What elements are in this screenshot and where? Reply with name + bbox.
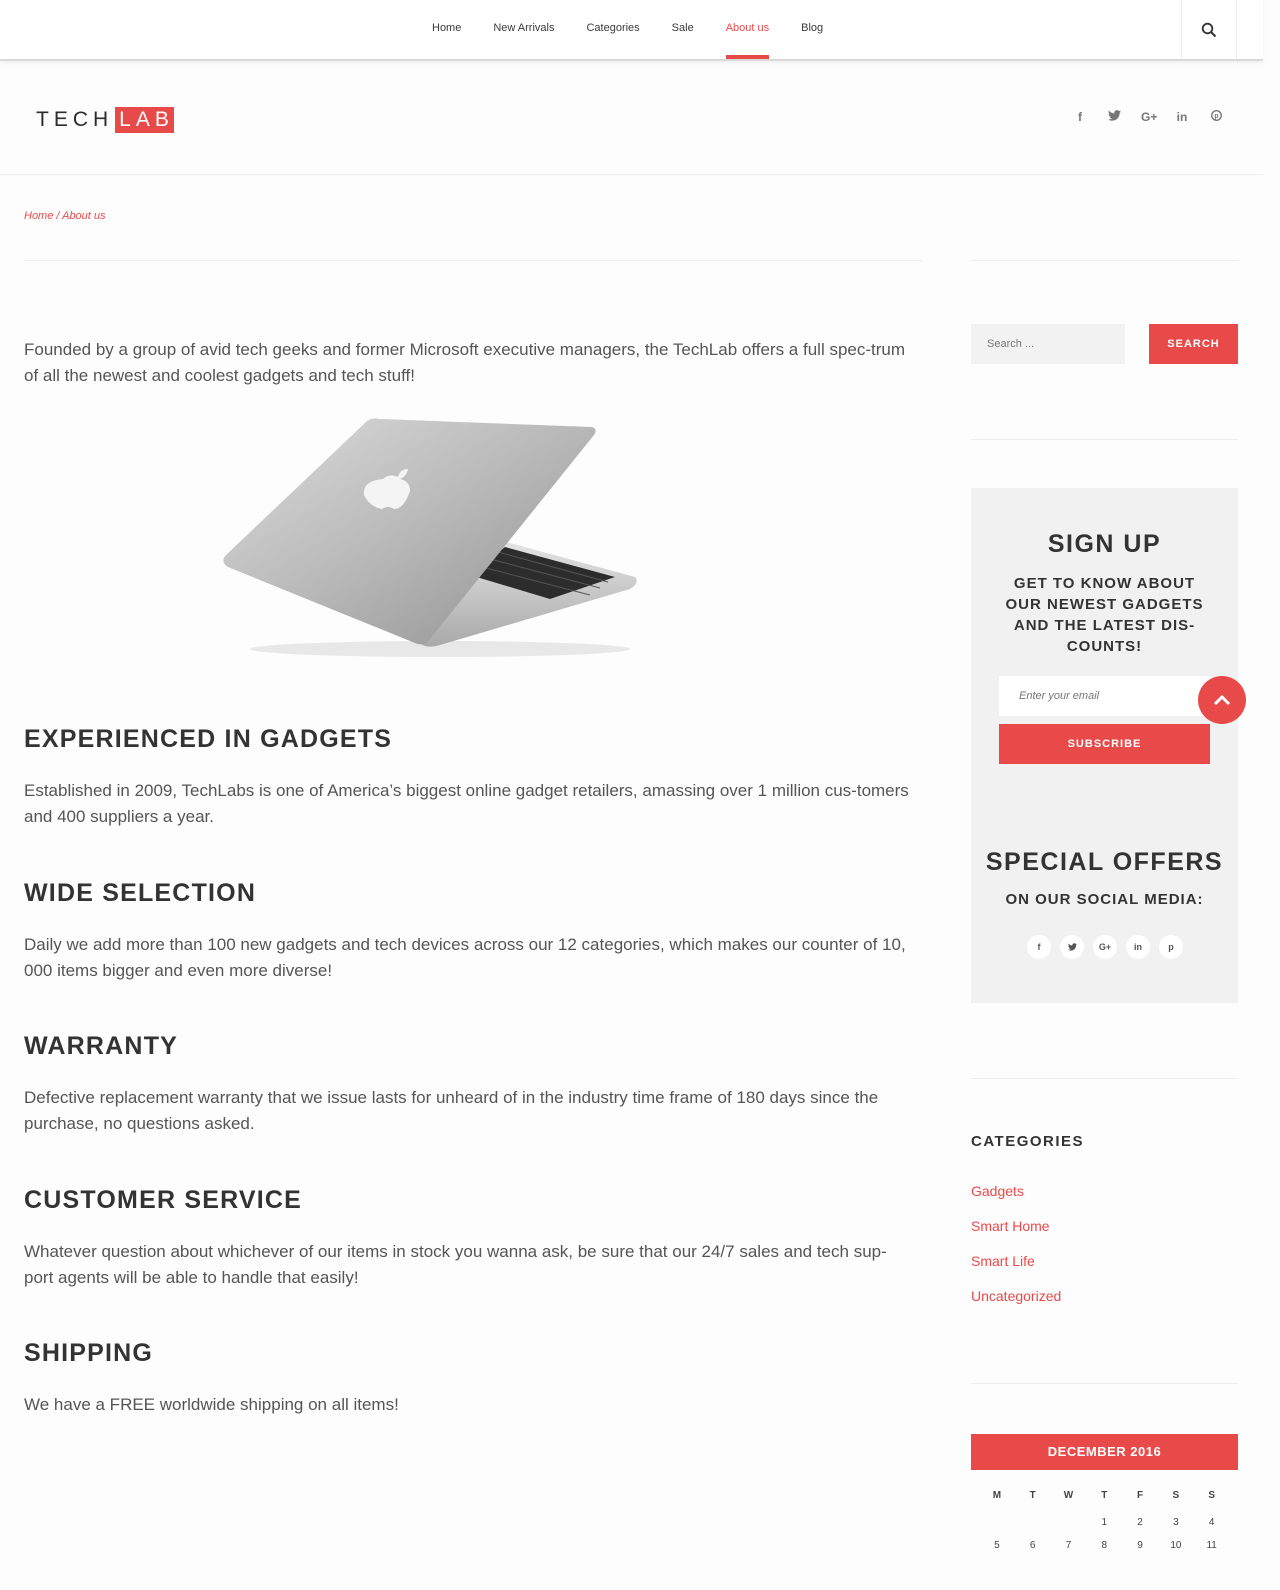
calendar-day[interactable]: 11 <box>1206 1540 1217 1551</box>
sidebar-divider <box>971 1383 1238 1384</box>
twitter-icon[interactable] <box>1060 935 1084 959</box>
category-link-uncategorized[interactable]: Uncategorized <box>971 1288 1062 1304</box>
scroll-to-top-button[interactable] <box>1198 676 1246 724</box>
intro-paragraph: Founded by a group of avid tech geeks and former Microsoft executive managers, the TechLab offers a full spec-trum of all the newest and coolest gadgets and tech stuff! <box>24 340 906 385</box>
section-text: Established in 2009, TechLabs is one of America’s biggest online gadget retailers, amassing over 1 million cus-tomers and 400 suppliers a year. <box>24 781 909 826</box>
site-header <box>0 63 1263 175</box>
linkedin-icon[interactable]: in <box>1126 935 1150 959</box>
nav-item-home[interactable]: Home <box>432 22 462 34</box>
section-title: WIDE SELECTION <box>24 879 257 907</box>
sidebar-search-input[interactable]: Search ... <box>971 324 1125 364</box>
laptop-image <box>220 417 650 667</box>
calendar-day[interactable]: 2 <box>1137 1517 1143 1528</box>
search-icon <box>1201 22 1217 38</box>
calendar-week-row <box>971 1517 1238 1528</box>
subscribe-button[interactable]: SUBSCRIBE <box>999 724 1210 764</box>
section-customer-service <box>24 1186 914 1291</box>
weekday-label: W <box>1063 1490 1074 1501</box>
weekday-label: S <box>1208 1490 1216 1501</box>
section-text: Defective replacement warranty that we issue lasts for unheard of in the industry time frame of 180 days since the purchase, no questions asked. <box>24 1088 879 1133</box>
category-link-smart-life[interactable]: Smart Life <box>971 1253 1035 1269</box>
weekday-label: S <box>1172 1490 1180 1501</box>
logo-part-tech: TECH <box>36 108 114 131</box>
calendar-day <box>979 1517 1015 1528</box>
calendar-day[interactable]: 8 <box>1101 1540 1108 1551</box>
calendar-day[interactable]: 3 <box>1173 1517 1179 1528</box>
sidebar-divider <box>971 439 1238 440</box>
nav-item-about-us[interactable]: About us <box>726 0 769 59</box>
breadcrumb[interactable]: Home / About us <box>24 210 106 222</box>
calendar-week-row <box>971 1540 1238 1551</box>
google-plus-icon[interactable]: G+ <box>1141 110 1158 124</box>
facebook-icon[interactable]: f <box>1027 935 1051 959</box>
section-shipping <box>24 1339 914 1418</box>
nav-item-sale[interactable]: Sale <box>671 22 694 34</box>
weekday-label: F <box>1137 1490 1144 1501</box>
categories-title: CATEGORIES <box>971 1133 1085 1150</box>
signup-widget <box>971 488 1238 810</box>
calendar-month: DECEMBER 2016 <box>971 1434 1238 1470</box>
email-field[interactable]: Enter your email <box>999 676 1210 716</box>
pinterest-icon[interactable]: p <box>1159 935 1183 959</box>
linkedin-icon[interactable]: in <box>1176 110 1188 124</box>
sidebar-divider <box>971 260 1238 261</box>
google-plus-icon[interactable]: G+ <box>1093 935 1117 959</box>
calendar-day[interactable]: 5 <box>994 1540 1000 1551</box>
logo-part-lab: LAB <box>115 107 174 133</box>
weekday-label: T <box>1029 1490 1036 1501</box>
calendar-day[interactable]: 7 <box>1065 1540 1072 1551</box>
section-text: Whatever question about whichever of our items in stock you wanna ask, be sure that our 24/7 sales and tech sup-port agents will be able to handle that easily! <box>24 1242 887 1287</box>
section-warranty <box>24 1032 914 1137</box>
calendar-weekday-row <box>971 1490 1238 1501</box>
category-link-smart-home[interactable]: Smart Home <box>971 1218 1050 1234</box>
special-offers-widget <box>971 810 1238 1003</box>
section-title: CUSTOMER SERVICE <box>24 1186 303 1214</box>
calendar-day[interactable]: 10 <box>1170 1540 1182 1551</box>
weekday-label: M <box>992 1490 1002 1501</box>
section-title: EXPERIENCED IN GADGETS <box>24 725 393 753</box>
svg-text:p: p <box>1213 112 1219 120</box>
site-logo[interactable] <box>36 107 174 133</box>
content-divider <box>24 260 923 261</box>
calendar-widget <box>971 1434 1238 1551</box>
chevron-up-icon <box>1212 693 1232 707</box>
section-wide-selection <box>24 879 914 984</box>
offers-title: SPECIAL OFFERS <box>985 848 1224 876</box>
main-content <box>24 337 914 1414</box>
offers-subtitle: ON OUR SOCIAL MEDIA: <box>1005 891 1204 908</box>
category-link-gadgets[interactable]: Gadgets <box>971 1183 1024 1199</box>
top-navigation <box>0 0 1263 61</box>
section-text: We have a FREE worldwide shipping on all items! <box>24 1395 399 1414</box>
header-social-links <box>1073 110 1223 124</box>
weekday-label: T <box>1101 1490 1108 1501</box>
section-title: WARRANTY <box>24 1032 179 1060</box>
twitter-icon[interactable] <box>1107 110 1121 124</box>
offers-social-links <box>1027 935 1183 959</box>
signup-subtitle: GET TO KNOW ABOUT OUR NEWEST GADGETS AND THE LATEST DIS-COUNTS! <box>1005 575 1204 655</box>
section-experienced <box>24 725 914 830</box>
calendar-day[interactable]: 6 <box>1029 1540 1036 1551</box>
sidebar-divider <box>971 1078 1238 1079</box>
nav-item-blog[interactable]: Blog <box>801 22 824 34</box>
nav-menu <box>432 0 855 59</box>
calendar-day[interactable]: 4 <box>1208 1517 1215 1528</box>
categories-list <box>971 1183 1061 1323</box>
nav-item-new-arrivals[interactable]: New Arrivals <box>493 22 555 34</box>
calendar-day[interactable]: 1 <box>1101 1517 1108 1528</box>
calendar-day <box>1051 1517 1087 1528</box>
pinterest-icon[interactable] <box>1209 110 1223 124</box>
sidebar-search-button[interactable]: SEARCH <box>1149 324 1238 364</box>
calendar-day <box>1015 1517 1051 1528</box>
section-title: SHIPPING <box>24 1339 154 1367</box>
facebook-icon[interactable]: f <box>1078 110 1082 124</box>
signup-title: SIGN UP <box>1047 530 1162 558</box>
calendar-day[interactable]: 9 <box>1137 1540 1143 1551</box>
section-text: Daily we add more than 100 new gadgets and tech devices across our 12 categories, which makes our counter of 10, 000 items bigger and even more diverse! <box>24 935 906 980</box>
nav-item-categories[interactable]: Categories <box>586 22 640 34</box>
search-toggle-button[interactable] <box>1181 0 1237 59</box>
